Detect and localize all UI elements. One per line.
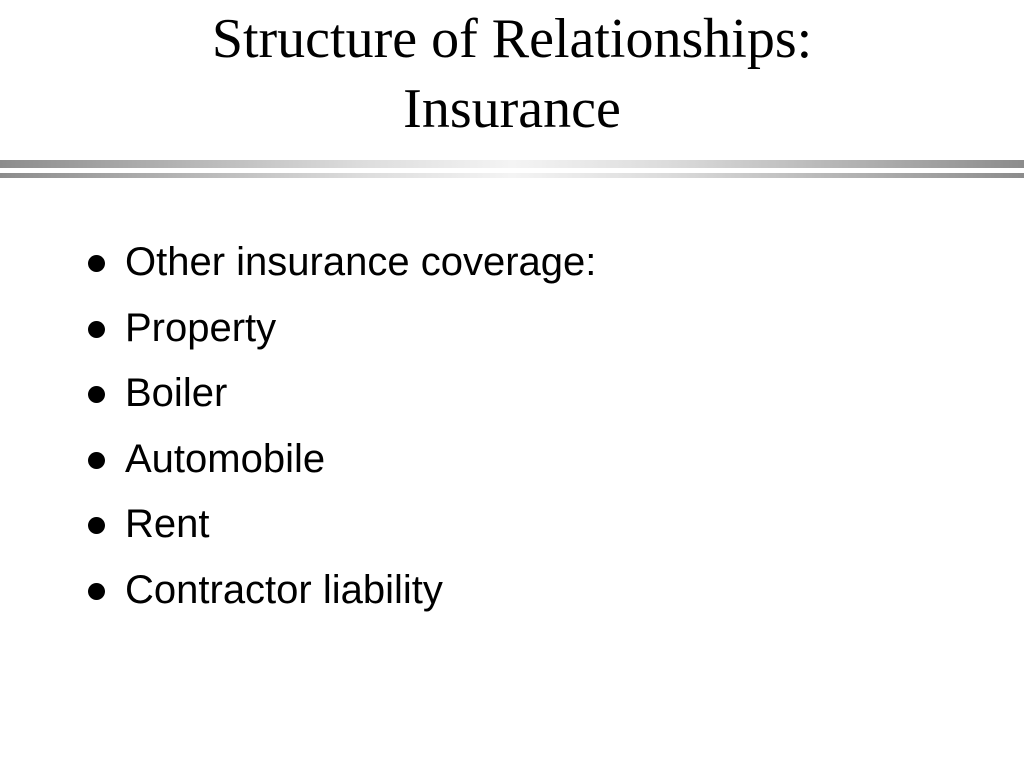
bullet-text: Automobile (125, 436, 326, 481)
bullet-item (88, 296, 596, 362)
title-divider-top (0, 160, 1024, 168)
bullet-icon (88, 321, 105, 338)
slide-title-line-1: Structure of Relationships: (211, 8, 813, 70)
bullet-text: Other insurance coverage: (125, 240, 597, 285)
bullet-icon (88, 255, 105, 272)
bullet-icon (88, 583, 105, 600)
bullet-text: Property (125, 305, 277, 350)
bullet-item (88, 361, 596, 427)
slide-title-line-2: Insurance (403, 78, 621, 140)
bullet-icon (88, 386, 105, 403)
bullet-item (88, 427, 596, 493)
bullet-icon (88, 452, 105, 469)
bullet-item (88, 230, 596, 296)
bullet-text: Contractor liability (125, 567, 443, 612)
bullet-item (88, 558, 596, 624)
bullet-item (88, 492, 596, 558)
bullet-text: Boiler (125, 371, 228, 416)
bullet-list (88, 230, 596, 623)
slide-title (0, 4, 1024, 144)
bullet-text: Rent (125, 502, 210, 547)
title-divider-bottom (0, 173, 1024, 178)
bullet-icon (88, 517, 105, 534)
